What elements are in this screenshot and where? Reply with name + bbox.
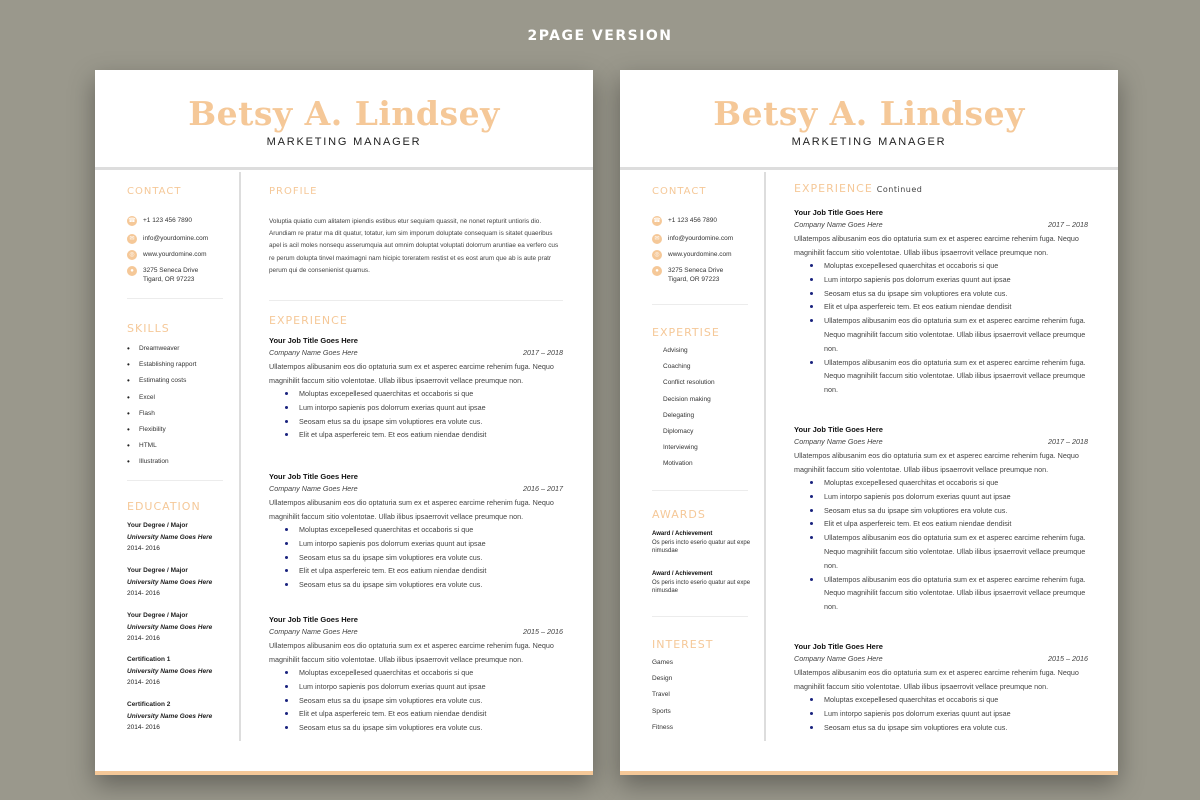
experience-continued-heading [794,182,922,195]
award-entry [652,530,762,556]
list-item: Ullatempos alibusanim eos dio optaturia sum ex et asperec earcime rehenim fuga. Nequo magnihilit faccum sitio volentotae. Ullab ilibus ipsaerrovit vellace preumque non. [824,573,1088,614]
list-item: Games [652,659,673,666]
contact-divider [652,304,748,305]
education-entry [127,565,237,600]
job-description: Ullatempos alibusanim eos dio optaturia sum ex et asperec earcime rehenim fuga. Nequo magnihilit faccum sitio volentotae. Ullab ilibus ipsaerrovit vellace preumque non. [794,234,1079,257]
list-item: Advising [663,347,688,354]
list-item: Seosam etus sa du ipsape sim voluptiores era volute cus. [299,551,563,565]
list-item: Moluptas excepellesed quaerchitas et occaboris si que [824,693,1088,707]
contact-email [652,234,733,244]
address-line-2: Tigard, OR 97223 [143,276,195,283]
list-item: Elit et ulpa asperfereic tem. Et eos eatium niendae dendisit [299,564,563,578]
job-description: Ullatempos alibusanim eos dio optaturia sum ex et asperec earcime rehenim fuga. Nequo magnihilit faccum sitio volentotae. Ullab ilibus ipsaerrovit vellace preumque non. [269,498,554,521]
expertise-divider [652,490,748,491]
list-item: • Flash [127,409,196,425]
list-item: Interviewing [663,444,698,452]
job-title: Your Job Title Goes Here [269,615,358,624]
school: University Name Goes Here [127,623,213,631]
contact-address [652,266,723,284]
address-line-2: Tigard, OR 97223 [668,276,720,283]
awards-divider [652,616,748,617]
degree: Certification 2 [127,701,171,708]
list-item: • HTML [127,441,196,457]
list-item: Lum intorpo sapienis pos dolorrum exerias quunt aut ipsae [299,537,563,551]
interest-heading: INTEREST [652,638,714,651]
list-item: Decision making [663,395,711,403]
job-description: Ullatempos alibusanim eos dio optaturia sum ex et asperec earcime rehenim fuga. Nequo magnihilit faccum sitio volentotae. Ullab ilibus ipsaerrovit vellace preumque non. [794,451,1079,474]
list-item: • Establishing rapport [127,360,196,376]
column-divider [764,172,766,741]
job-bullets [794,476,1088,614]
list-item: Seosam etus sa du ipsape sim voluptiores era volute cus. [299,694,563,708]
award-entry [652,570,762,596]
school: University Name Goes Here [127,712,213,720]
education-entry [127,654,237,689]
list-item: Coaching [663,363,691,371]
degree: Your Degree / Major [127,612,188,619]
award-description: Os peris incto eserio quatur aut expe nimusdae [652,579,751,594]
job-years: 2017 – 2018 [1048,220,1088,229]
experience-heading: EXPERIENCE [269,314,348,327]
list-item: Ullatempos alibusanim eos dio optaturia sum ex et asperec earcime rehenim fuga. Nequo magnihilit faccum sitio volentotae. Ullab ilibus ipsaerrovit vellace preumque non. [824,356,1088,397]
resume-page-1 [95,70,593,775]
company-name: Company Name Goes Here [794,654,883,663]
contact-web [127,250,207,260]
job-description: Ullatempos alibusanim eos dio optaturia sum ex et asperec earcime rehenim fuga. Nequo magnihilit faccum sitio volentotae. Ullab ilibus ipsaerrovit vellace preumque non. [269,362,554,385]
list-item: Design [652,675,673,683]
list-item: Moluptas excepellesed quaerchitas et occaboris si que [299,523,563,537]
email-text: info@yourdomine.com [668,235,734,242]
award-title: Award / Achievement [652,571,713,577]
job-years: 2015 – 2016 [1048,654,1088,663]
education-entry [127,520,237,555]
list-item: Motivation [663,460,693,468]
column-divider [239,172,241,741]
expertise-list [663,346,715,476]
job-bullets [269,666,563,735]
list-item: Ullatempos alibusanim eos dio optaturia sum ex et asperec earcime rehenim fuga. Nequo magnihilit faccum sitio volentotae. Ullab ilibus ipsaerrovit vellace preumque non. [824,314,1088,355]
school: University Name Goes Here [127,578,213,586]
location-icon: ● [127,266,137,276]
education-heading: EDUCATION [127,500,201,513]
contact-email [127,234,208,244]
version-banner: 2PAGE VERSION [527,28,673,44]
list-item: Elit et ulpa asperfereic tem. Et eos eatium niendae dendisit [824,300,1088,314]
expertise-heading: EXPERTISE [652,326,720,339]
list-item: • Estimating costs [127,376,196,392]
candidate-role: MARKETING MANAGER [791,136,947,148]
job-title: Your Job Title Goes Here [794,425,883,434]
email-text: info@yourdomine.com [143,235,209,242]
web-icon: ◎ [127,250,137,260]
skills-divider [127,480,223,481]
resume-page-2 [620,70,1118,775]
list-item: Moluptas excepellesed quaerchitas et occaboris si que [299,666,563,680]
address-line-1: 3275 Seneca Drive [668,267,724,274]
degree: Your Degree / Major [127,567,188,574]
skills-list [127,344,196,474]
job-entry [794,425,1088,614]
list-item: Travel [652,691,670,699]
degree: Your Degree / Major [127,522,188,529]
years: 2014- 2016 [127,724,160,731]
list-item: Lum intorpo sapienis pos dolorrum exerias quunt aut ipsae [824,273,1088,287]
profile-text: Voluptia quiatio cum alitatem ipiendis estibus etur sequiam quassit, ne nonet repturit untioris dio. Arundiam re pratur ma dit quatur, totatur, ium sim imporum doluptate consequam is sitatet quaeribus apel is acil moles nonsequ asserumquia aut omnim doluptat voluptati dolorrum aruntiae ea verfero cus re perum dolupta tinvel maximagni nam hicipic toreratem restist et es eost arum que ab is aute pratr perum qui de consenienist quamus. [269,218,559,274]
web-icon: ◎ [652,250,662,260]
contact-address [127,266,198,284]
job-bullets [269,523,563,592]
contact-divider [127,298,223,299]
list-item: Diplomacy [663,427,694,435]
email-icon: ✉ [127,234,137,244]
list-item: Seosam etus sa du ipsape sim voluptiores era volute cus. [299,415,563,429]
list-item: Lum intorpo sapienis pos dolorrum exerias quunt aut ipsae [299,680,563,694]
degree: Certification 1 [127,656,171,663]
awards-heading: AWARDS [652,508,706,521]
address-line-1: 3275 Seneca Drive [143,267,199,274]
location-icon: ● [652,266,662,276]
phone-icon: ☎ [653,218,661,224]
list-item: Moluptas excepellesed quaerchitas et occaboris si que [299,387,563,401]
list-item: Seosam etus sa du ipsape sim voluptiores era volute cus. [299,578,563,592]
contact-heading: CONTACT [652,186,707,197]
job-years: 2015 – 2016 [523,627,563,636]
years: 2014- 2016 [127,635,160,642]
list-item: Seosam etus sa du ipsape sim voluptiores era volute cus. [299,721,563,735]
job-title: Your Job Title Goes Here [794,642,883,651]
job-description: Ullatempos alibusanim eos dio optaturia sum ex et asperec earcime rehenim fuga. Nequo magnihilit faccum sitio volentotae. Ullab ilibus ipsaerrovit vellace preumque non. [269,641,554,664]
contact-heading: CONTACT [127,186,182,197]
list-item: Lum intorpo sapienis pos dolorrum exerias quunt aut ipsae [824,707,1088,721]
list-item: Lum intorpo sapienis pos dolorrum exerias quunt aut ipsae [824,490,1088,504]
list-item: Moluptas excepellesed quaerchitas et occaboris si que [824,476,1088,490]
job-entry [269,615,563,735]
job-title: Your Job Title Goes Here [794,208,883,217]
award-description: Os peris incto eserio quatur aut expe nimusdae [652,539,751,554]
profile-divider [269,300,563,301]
skills-heading: SKILLS [127,322,170,335]
address-text [143,266,198,284]
candidate-name: Betsy A. Lindsey [713,94,1025,133]
list-item: Conflict resolution [663,379,715,387]
years: 2014- 2016 [127,590,160,597]
contact-phone [652,216,717,226]
email-icon: ✉ [652,234,662,244]
job-years: 2017 – 2018 [1048,437,1088,446]
company-name: Company Name Goes Here [269,348,358,357]
education-entry [127,699,237,734]
school: University Name Goes Here [127,667,213,675]
company-name: Company Name Goes Here [794,437,883,446]
profile-heading: PROFILE [269,186,318,197]
resume-header [620,70,1118,170]
phone-icon: ☎ [128,218,136,224]
list-item: Delegating [663,411,695,419]
list-item: Moluptas excepellesed quaerchitas et occaboris si que [824,259,1088,273]
list-item: • Flexibility [127,425,196,441]
job-years: 2017 – 2018 [523,348,563,357]
continued-label: Continued [876,185,923,194]
phone-text: +1 123 456 7890 [143,217,192,224]
award-title: Award / Achievement [652,531,713,537]
job-bullets [269,387,563,442]
address-text [668,266,723,284]
contact-phone [127,216,192,226]
list-item: • Excel [127,393,196,409]
list-item: Sports [652,707,671,715]
job-bullets [794,693,1088,734]
candidate-name: Betsy A. Lindsey [188,94,500,133]
school: University Name Goes Here [127,533,213,541]
job-title: Your Job Title Goes Here [269,336,358,345]
list-item: • Dreamweaver [127,344,196,360]
web-text: www.yourdomine.com [668,251,732,258]
list-item: • Illustration [127,457,196,473]
years: 2014- 2016 [127,679,160,686]
interest-list [652,658,673,739]
list-item: Elit et ulpa asperfereic tem. Et eos eatium niendae dendisit [299,707,563,721]
list-item: Seosam etus sa du ipsape sim voluptiores era volute cus. [824,287,1088,301]
list-item: Seosam etus sa du ipsape sim voluptiores era volute cus. [824,504,1088,518]
list-item: Elit et ulpa asperfereic tem. Et eos eatium niendae dendisit [824,517,1088,531]
list-item: Seosam etus sa du ipsape sim voluptiores era volute cus. [824,721,1088,735]
job-description: Ullatempos alibusanim eos dio optaturia sum ex et asperec earcime rehenim fuga. Nequo magnihilit faccum sitio volentotae. Ullab ilibus ipsaerrovit vellace preumque non. [794,668,1079,691]
job-entry [794,642,1088,734]
job-entry [269,472,563,592]
web-text: www.yourdomine.com [143,251,207,258]
candidate-role: MARKETING MANAGER [266,136,422,148]
years: 2014- 2016 [127,545,160,552]
list-item: Lum intorpo sapienis pos dolorrum exerias quunt aut ipsae [299,401,563,415]
list-item: Elit et ulpa asperfereic tem. Et eos eatium niendae dendisit [299,428,563,442]
list-item: Ullatempos alibusanim eos dio optaturia sum ex et asperec earcime rehenim fuga. Nequo magnihilit faccum sitio volentotae. Ullab ilibus ipsaerrovit vellace preumque non. [824,531,1088,572]
job-title: Your Job Title Goes Here [269,472,358,481]
list-item: Fitness [652,723,673,731]
education-entry [127,610,237,645]
phone-text: +1 123 456 7890 [668,217,717,224]
job-entry [794,208,1088,397]
job-bullets [794,259,1088,397]
contact-web [652,250,732,260]
resume-header [95,70,593,170]
company-name: Company Name Goes Here [794,220,883,229]
experience-heading: EXPERIENCE [794,182,873,195]
company-name: Company Name Goes Here [269,627,358,636]
job-years: 2016 – 2017 [523,484,563,493]
job-entry [269,336,563,442]
company-name: Company Name Goes Here [269,484,358,493]
